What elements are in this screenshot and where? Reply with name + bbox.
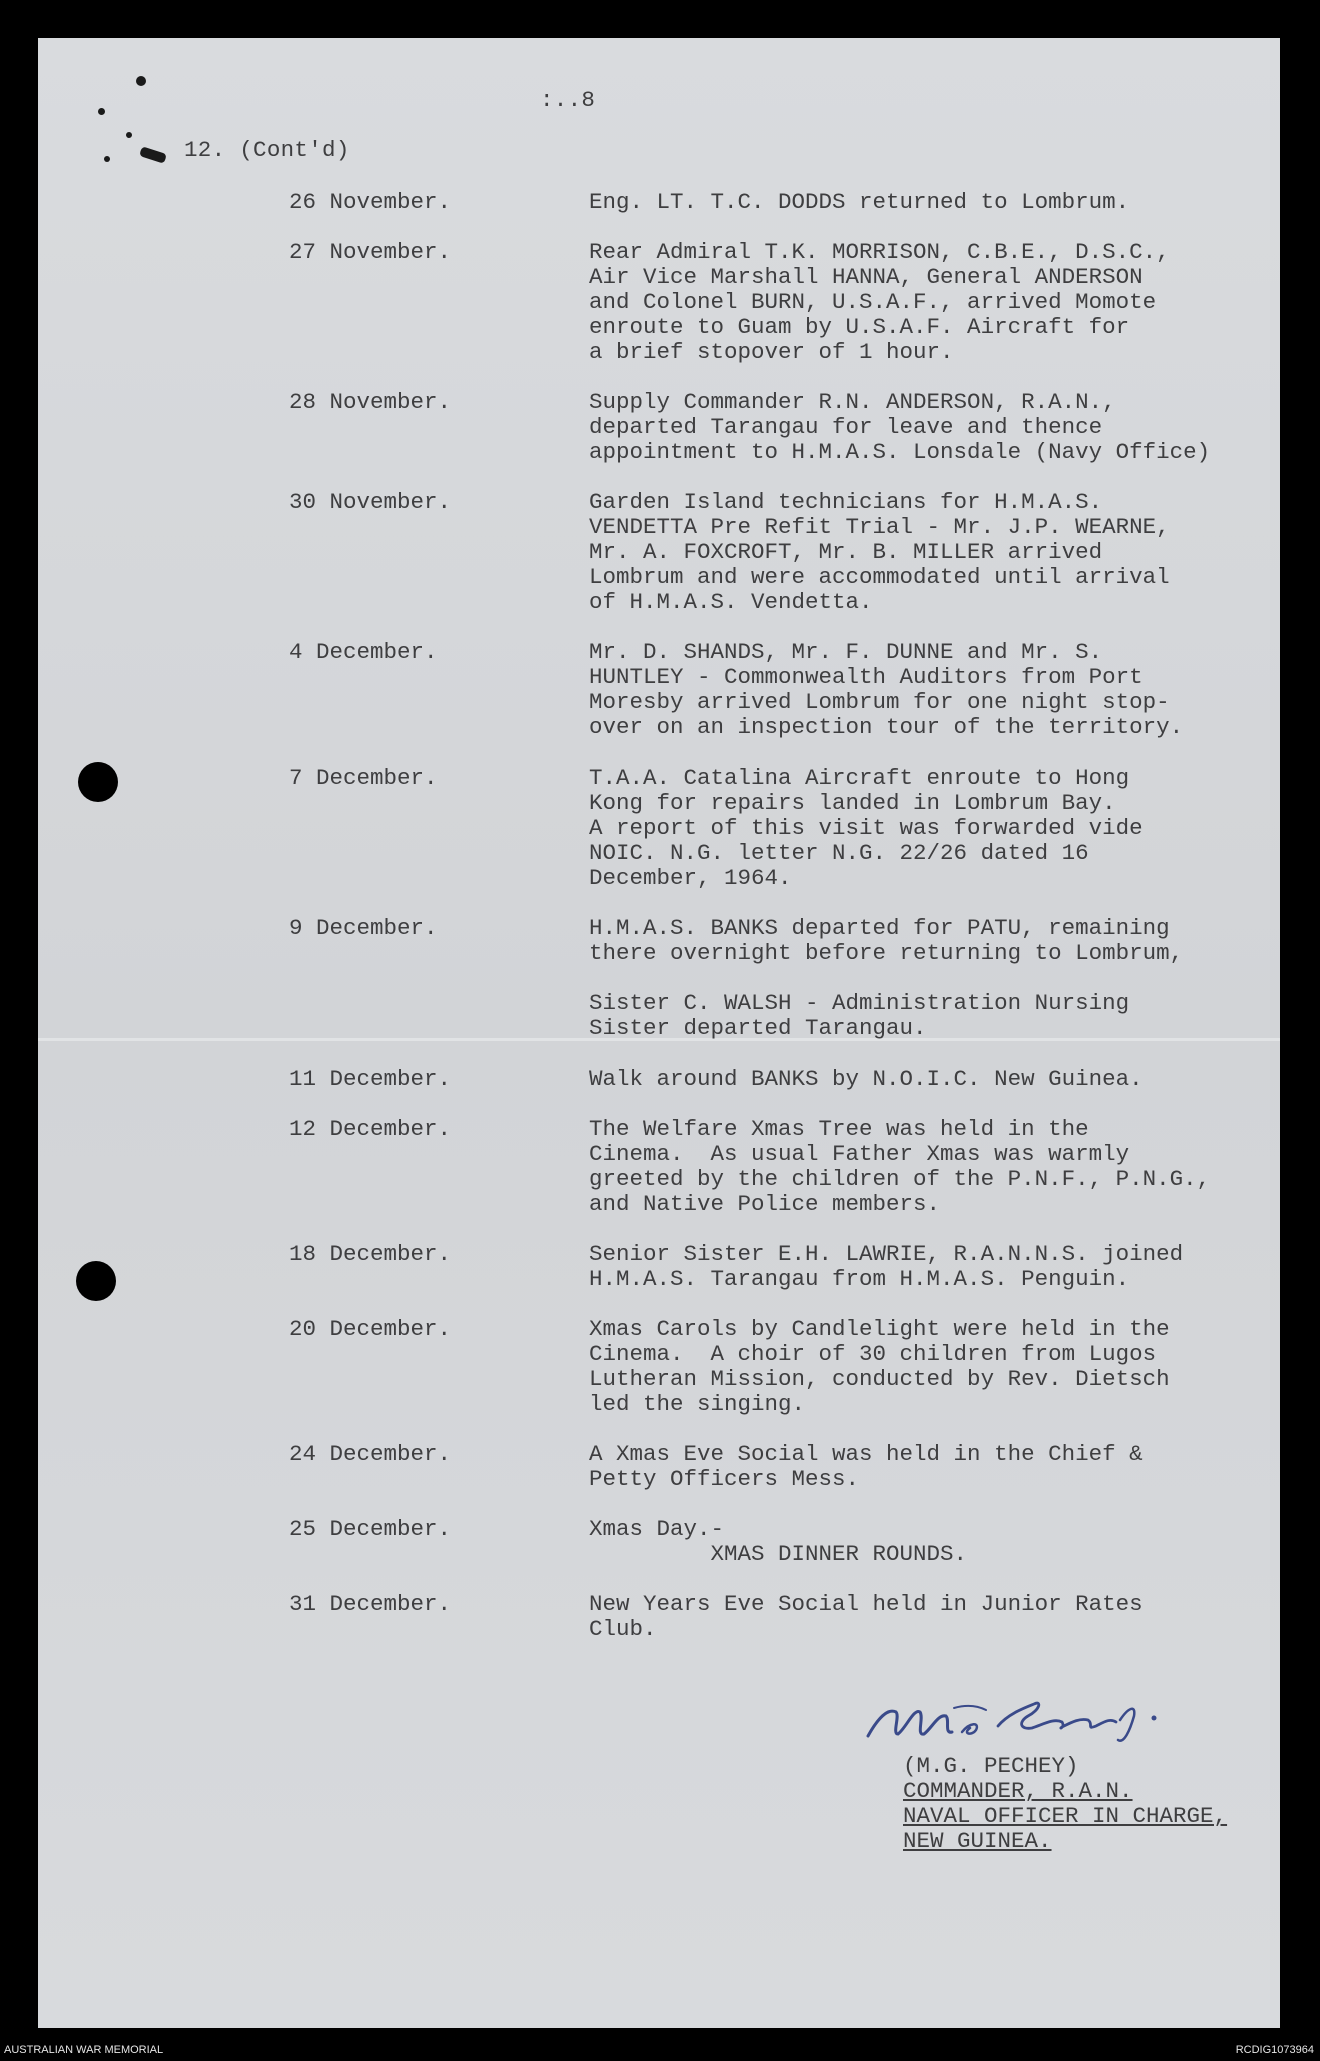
entry-text: New Years Eve Social held in Junior Rates Club.: [589, 1591, 1143, 1642]
entry-date: 4 December.: [289, 639, 438, 665]
entry-date: 18 December.: [289, 1241, 452, 1267]
entry-date: 28 November.: [289, 389, 452, 415]
entry-date: 27 November.: [289, 239, 452, 265]
entry-date: 9 December.: [289, 915, 438, 941]
entry-text: Garden Island technicians for H.M.A.S. VENDETTA Pre Refit Trial - Mr. J.P. WEARNE, Mr. A. FOXCROFT, Mr. B. MILLER arrived Lombrum and were accommodated until arrival of H.M.A.S. Vendetta.: [589, 489, 1170, 615]
staple-mark: [136, 76, 146, 86]
section-heading: 12. (Cont'd): [184, 137, 350, 163]
staple-mark: [139, 146, 167, 164]
entry-date: 25 December.: [289, 1516, 452, 1542]
entry-date: 30 November.: [289, 489, 452, 515]
staple-mark: [98, 108, 105, 115]
entry-text: Mr. D. SHANDS, Mr. F. DUNNE and Mr. S. HUNTLEY - Commonwealth Auditors from Port Moresby arrived Lombrum for one night stop- over on an inspection tour of the territory.: [589, 639, 1184, 740]
footer-archive-label: AUSTRALIAN WAR MEMORIAL: [4, 2044, 164, 2056]
entry-text: The Welfare Xmas Tree was held in the Cinema. As usual Father Xmas was warmly greeted by the children of the P.N.F., P.N.G., and Native Police members.: [589, 1116, 1211, 1217]
entry-text: T.A.A. Catalina Aircraft enroute to Hong Kong for repairs landed in Lombrum Bay. A report of this visit was forwarded vide NOIC. N.G. letter N.G. 22/26 dated 16 December, 1964.: [589, 765, 1143, 891]
entry-text: Senior Sister E.H. LAWRIE, R.A.N.N.S. joined H.M.A.S. Tarangau from H.M.A.S. Penguin.: [589, 1241, 1184, 1292]
signatory-name: (M.G. PECHEY): [903, 1753, 1079, 1779]
signatory-title-line2: NEW GUINEA.: [903, 1828, 1052, 1854]
handwritten-signature: [858, 1678, 1238, 1758]
entry-date: 12 December.: [289, 1116, 452, 1142]
punch-hole-lower: [76, 1261, 116, 1301]
entry-date: 26 November.: [289, 189, 452, 215]
entry-date: 7 December.: [289, 765, 438, 791]
entry-text: A Xmas Eve Social was held in the Chief & Petty Officers Mess.: [589, 1441, 1143, 1492]
staple-mark: [104, 156, 110, 162]
entry-date: 11 December.: [289, 1066, 452, 1092]
entry-text: H.M.A.S. BANKS departed for PATU, remaining there overnight before returning to Lombrum,: [589, 915, 1184, 966]
staple-mark: [126, 132, 132, 138]
entry-date: 31 December.: [289, 1591, 452, 1617]
entry-date: 20 December.: [289, 1316, 452, 1342]
punch-hole-upper: [78, 762, 118, 802]
entry-text: Eng. LT. T.C. DODDS returned to Lombrum.: [589, 189, 1130, 215]
entry-text: Rear Admiral T.K. MORRISON, C.B.E., D.S.C., Air Vice Marshall HANNA, General ANDERSON and Colonel BURN, U.S.A.F., arrived Momote enroute to Guam by U.S.A.F. Aircraft for a brief stopover of 1 hour.: [589, 239, 1170, 365]
footer-record-id: RCDIG1073964: [1235, 2044, 1314, 2056]
entry-text: Walk around BANKS by N.O.I.C. New Guinea.: [589, 1066, 1143, 1092]
document-page: [38, 38, 1280, 2028]
page-number-marker: :..8: [540, 87, 596, 113]
entry-text: Xmas Day.- XMAS DINNER ROUNDS.: [589, 1516, 968, 1567]
entry-text: Sister C. WALSH - Administration Nursing Sister departed Tarangau.: [589, 990, 1130, 1041]
signatory-rank: COMMANDER, R.A.N.: [903, 1778, 1133, 1804]
signature-block: [903, 1754, 1227, 1854]
entry-text: Supply Commander R.N. ANDERSON, R.A.N., departed Tarangau for leave and thence appointment to H.M.A.S. Lonsdale (Navy Office): [589, 389, 1211, 465]
entry-date: 24 December.: [289, 1441, 452, 1467]
entry-text: Xmas Carols by Candlelight were held in the Cinema. A choir of 30 children from Lugos Lutheran Mission, conducted by Rev. Dietsch led the singing.: [589, 1316, 1170, 1417]
signatory-title-line1: NAVAL OFFICER IN CHARGE,: [903, 1803, 1228, 1829]
